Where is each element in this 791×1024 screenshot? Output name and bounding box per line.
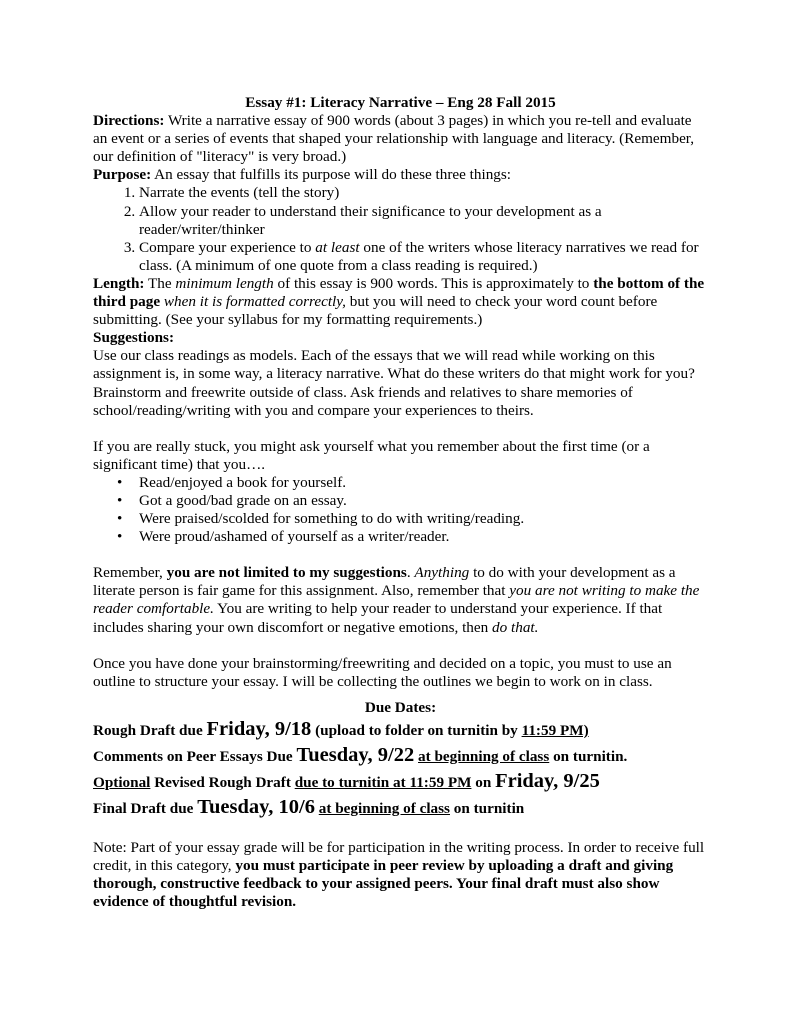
due-final-draft: [93, 795, 708, 821]
due-comments-date: Tuesday, 9/22: [296, 743, 415, 766]
purpose-label: Purpose:: [93, 166, 152, 184]
due-final-detail: on turnitin: [449, 799, 525, 817]
list-item: [117, 491, 708, 510]
due-comments-label: Comments on Peer Essays Due: [93, 747, 297, 765]
purpose-item-3-post: one of the writers whose literacy narratives we read for class. (A minimum of one quote from a class reading is required.): [139, 238, 699, 274]
note-paragraph: [93, 839, 708, 911]
spacer: [93, 821, 708, 839]
spacer: [93, 420, 708, 438]
due-dates-heading: Due Dates:: [364, 698, 437, 716]
bullet-icon: •: [117, 473, 123, 491]
remember-bold-1: you are not limited to my suggestions: [166, 564, 407, 582]
suggestions-label: [93, 329, 708, 347]
assignment-page: [93, 94, 708, 911]
due-rough-draft: [93, 717, 708, 743]
list-item-text: Got a good/bad grade on an essay.: [139, 491, 347, 509]
due-revised-draft: [93, 769, 708, 795]
spacer: [93, 546, 708, 564]
suggestions-bullet-list: [93, 474, 708, 546]
purpose-item-3: [139, 239, 708, 275]
page-title: Essay #1: Literacy Narrative – Eng 28 Fall 2015: [245, 94, 556, 111]
due-peer-comments: [93, 743, 708, 769]
bullet-icon: •: [117, 528, 123, 546]
length-text-2: of this essay is 900 words. This is approximately to: [273, 274, 594, 292]
due-final-date: Tuesday, 10/6: [197, 795, 315, 818]
due-rough-time: 11:59 PM): [521, 721, 589, 739]
length-paragraph: [93, 275, 708, 329]
note-bold: you must participate in peer review by uploading a draft and giving thorough, constructive feedback to your assigned peers. Your final draft must also show evidence of thoughtful revision.: [93, 857, 674, 911]
due-revised-time: due to turnitin at 11:59 PM: [294, 773, 472, 791]
length-text-4: but you will need to check your word count before submitting. (See your syllabus for my formatting requirements.): [93, 293, 658, 329]
list-item-text: Read/enjoyed a book for yourself.: [139, 473, 347, 491]
remember-text-4: You are writing to help your reader to understand your experience. If that includes sharing your own discomfort or negative emotions, then: [93, 600, 663, 636]
suggestions-paragraph-2: Brainstorm and freewrite outside of class. Ask friends and relatives to share memories of school/reading/writing with you and compare your experiences to theirs.: [93, 383, 633, 419]
due-comments-detail: on turnitin.: [549, 747, 628, 765]
outline-paragraph: Once you have done your brainstorming/freewriting and decided on a topic, you must to use an outline to structure your essay. I will be collecting the outlines we begin to work on in class.: [93, 654, 672, 690]
bullet-icon: •: [117, 491, 123, 509]
due-rough-label: Rough Draft due: [93, 721, 207, 739]
list-item: [117, 473, 708, 492]
remember-emphasis-1: Anything: [414, 564, 470, 582]
remember-text-1: Remember,: [93, 564, 167, 582]
list-item-text: Were praised/scolded for something to do with writing/reading.: [139, 510, 525, 528]
due-revised-label: Revised Rough Draft: [150, 773, 295, 791]
due-revised-date: Friday, 9/25: [495, 769, 600, 792]
purpose-item-3-pre: Compare your experience to: [139, 238, 316, 256]
list-item: [117, 528, 708, 546]
purpose-text: An essay that fulfills its purpose will do these three things:: [151, 166, 512, 184]
length-emphasis-1: minimum length: [175, 274, 274, 292]
remember-emphasis-3: do that.: [492, 618, 539, 636]
bullet-icon: •: [117, 510, 123, 528]
remember-text-3: to do with your development as a literate person is fair game for this assignment. Also, remember that: [93, 564, 676, 600]
due-final-time: at beginning of class: [318, 799, 450, 817]
suggestions-heading: Suggestions:: [93, 329, 175, 347]
length-bold-1: the bottom of the third page: [93, 274, 705, 311]
due-rough-detail: (upload to folder on turnitin by: [311, 721, 522, 739]
suggestions-paragraph-1: Use our class readings as models. Each of the essays that we will read while working on this assignment is, in some way, a literacy narrative. What do these writers do that might work for you?: [93, 347, 695, 383]
length-label: Length:: [93, 274, 145, 292]
spacer: [93, 637, 708, 655]
purpose-item-3-emphasis: at least: [315, 238, 360, 256]
list-item-text: Were proud/ashamed of yourself as a writer/reader.: [139, 528, 450, 546]
remember-emphasis-2: you are not writing to make the reader comfortable.: [93, 582, 700, 618]
due-final-label: Final Draft due: [93, 799, 198, 817]
purpose-item-2: 2. Allow your reader to understand their significance to your development as a reader/writer/thinker: [139, 203, 708, 239]
due-revised-optional: Optional: [93, 773, 151, 791]
note-text: Note: Part of your essay grade will be for participation in the writing process. In order to receive full credit, in this category,: [93, 838, 705, 874]
list-item: [117, 510, 708, 528]
directions-text: Write a narrative essay of 900 words (about 3 pages) in which you re-tell and evaluate an event or a series of events that shaped your relationship with language and literacy. (Remember, our definition of "literacy" is very broad.): [93, 112, 695, 166]
due-rough-date: Friday, 9/18: [206, 717, 312, 740]
due-revised-on: on: [471, 773, 496, 791]
due-comments-time: at beginning of class: [418, 747, 550, 765]
directions-paragraph: [93, 112, 708, 166]
directions-label: Directions:: [93, 112, 165, 130]
purpose-item-1: 1. Narrate the events (tell the story): [139, 184, 708, 202]
length-emphasis-2: when it is formatted correctly,: [163, 293, 346, 311]
remember-paragraph: [93, 564, 708, 636]
remember-text-2: .: [406, 564, 415, 582]
length-text-1: The: [144, 274, 176, 292]
purpose-list: [93, 184, 708, 274]
purpose-paragraph: [93, 166, 708, 184]
suggestions-paragraph-3: If you are really stuck, you might ask yourself what you remember about the first time (or a significant time) that you….: [93, 437, 650, 473]
